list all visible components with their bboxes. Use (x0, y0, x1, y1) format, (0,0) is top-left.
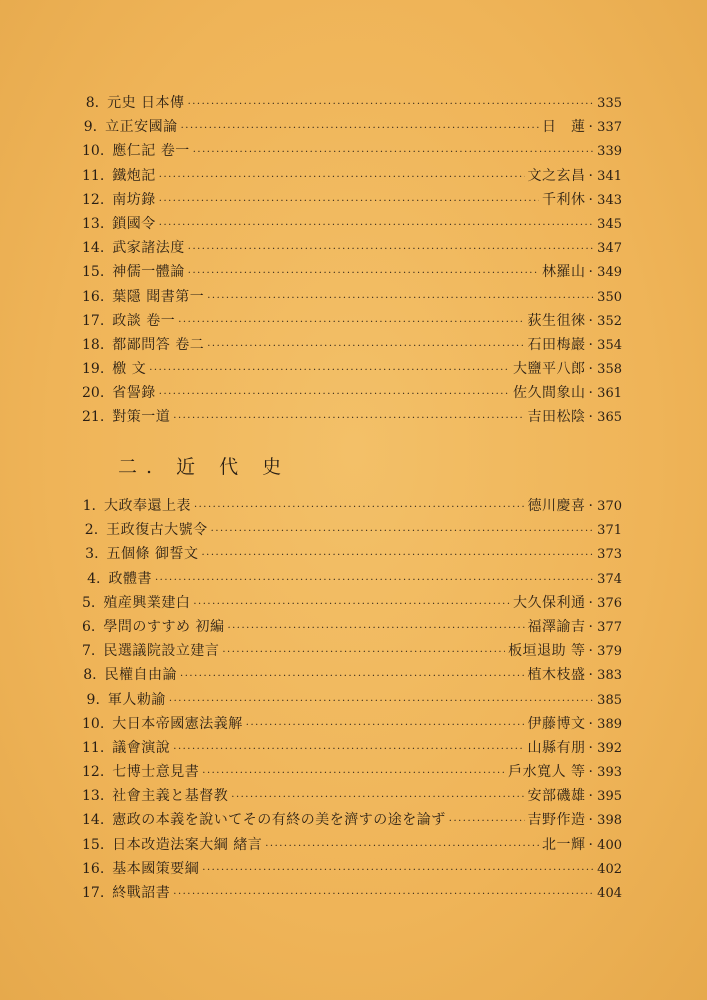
entry-page-number: 377 (597, 619, 622, 635)
entry-title: 省諐錄 (112, 385, 156, 402)
entry-title: 七博士意見書 (112, 764, 200, 781)
entry-title: 議會演說 (112, 739, 171, 756)
entry-title: 五個條 御誓文 (106, 546, 199, 563)
entry-number: 20. (82, 385, 105, 402)
entry-page-number: 393 (597, 765, 622, 781)
entry-number: 16. (82, 288, 105, 305)
entry-number: 14. (82, 812, 105, 829)
entry-number: 12. (82, 764, 105, 781)
entry-title: 鐵炮記 (112, 167, 156, 184)
entry-page-number: 373 (597, 547, 622, 563)
entry-page-number: 354 (597, 337, 622, 353)
toc-entry (82, 357, 622, 381)
toc-entry (82, 784, 622, 808)
dot-leader (207, 287, 593, 311)
entry-number: 6. (82, 618, 96, 635)
entry-title: 基本國策要綱 (112, 860, 200, 877)
dot-leader (207, 335, 524, 359)
entry-page-number: 374 (597, 571, 622, 587)
entry-author: 板垣退助 等 (508, 643, 586, 660)
toc-list-modern (82, 494, 622, 905)
entry-number: 13. (82, 215, 105, 232)
entry-author: 荻生徂徠 (527, 312, 586, 329)
entry-page-number: 337 (597, 120, 622, 136)
dot-leader (159, 383, 510, 407)
entry-author: 北一輝 (542, 836, 586, 853)
toc-entry (82, 91, 622, 115)
author-page-separator: · (588, 643, 593, 660)
toc-entry (82, 494, 622, 518)
entry-author: 伊藤博文 (527, 715, 586, 732)
dot-leader (202, 762, 505, 786)
entry-title: 應仁記 卷一 (112, 143, 190, 160)
author-page-separator: · (588, 739, 593, 756)
dot-leader (188, 238, 593, 262)
entry-number: 8. (85, 95, 100, 111)
entry-title: 神儒一體論 (112, 264, 185, 281)
entry-page-number: 347 (597, 241, 622, 257)
entry-title: 檄 文 (112, 361, 147, 378)
entry-author: 佐久間象山 (513, 385, 586, 402)
dot-leader (202, 859, 593, 883)
entry-page-number: 352 (597, 313, 622, 329)
section-heading-modern-history: 二. 近 代 史 (118, 456, 291, 478)
entry-number: 12. (82, 191, 105, 208)
entry-title: 對策一道 (112, 409, 171, 426)
entry-number: 16. (82, 860, 105, 877)
entry-number: 11. (82, 739, 105, 756)
entry-author: 日 蓮 (542, 119, 586, 136)
entry-title: 政體書 (108, 570, 152, 587)
entry-page-number: 371 (597, 523, 622, 539)
entry-author: 石田梅巖 (527, 336, 586, 353)
dot-leader (193, 141, 593, 165)
dot-leader (169, 690, 593, 714)
entry-title: 葉隱 聞書第一 (112, 288, 205, 305)
entry-title: 日本改造法案大綱 緖言 (112, 836, 263, 853)
entry-title: 憲政の本義を說いてその有終の美を濟すの途を論ず (112, 812, 446, 829)
entry-number: 2. (84, 522, 99, 539)
entry-page-number: 343 (597, 192, 622, 208)
dot-leader (265, 835, 539, 859)
entry-author: 文之玄昌 (527, 167, 586, 184)
entry-number: 15. (82, 836, 105, 853)
entry-title: 殖産興業建白 (103, 594, 191, 611)
dot-leader (159, 214, 593, 238)
entry-page-number: 379 (597, 644, 622, 660)
entry-title: 王政復古大號令 (106, 522, 208, 539)
dot-leader (449, 810, 525, 834)
entry-page-number: 358 (597, 362, 622, 378)
dot-leader (188, 93, 593, 117)
entry-number: 13. (82, 788, 105, 805)
toc-entry (82, 663, 622, 687)
entry-title: 學問のすすめ 初編 (103, 618, 225, 635)
entry-title: 社會主義と基督教 (112, 788, 229, 805)
entry-page-number: 392 (597, 740, 622, 756)
toc-entry (82, 639, 622, 663)
entry-author: 吉田松陰 (527, 409, 586, 426)
toc-entry (82, 542, 622, 566)
entry-number: 9. (86, 691, 100, 708)
entry-page-number: 365 (597, 410, 622, 426)
toc-entry (82, 712, 622, 736)
author-page-separator: · (588, 119, 593, 136)
entry-number: 14. (82, 240, 105, 257)
entry-number: 8. (83, 667, 97, 684)
author-page-separator: · (588, 498, 593, 514)
author-page-separator: · (588, 715, 593, 732)
entry-number: 1. (82, 498, 96, 514)
entry-number: 10. (82, 715, 105, 732)
dot-leader (222, 641, 505, 665)
toc-entry (82, 881, 622, 905)
author-page-separator: · (588, 264, 593, 281)
entry-page-number: 376 (597, 595, 622, 611)
toc-entry (82, 139, 622, 163)
entry-author: 戶水寬人 等 (508, 764, 586, 781)
author-page-separator: · (588, 618, 593, 635)
entry-author: 吉野作造 (527, 812, 586, 829)
dot-leader (159, 190, 539, 214)
entry-title: 立正安國論 (105, 119, 178, 136)
entry-page-number: 339 (597, 144, 622, 160)
entry-page-number: 398 (597, 813, 622, 829)
dot-leader (178, 311, 524, 335)
author-page-separator: · (588, 667, 593, 684)
entry-number: 19. (82, 361, 105, 378)
dot-leader (155, 569, 593, 593)
entry-author: 大久保利通 (513, 594, 586, 611)
toc-list-early-modern (82, 91, 622, 430)
author-page-separator: · (588, 191, 593, 208)
toc-entry (82, 212, 622, 236)
author-page-separator: · (588, 764, 593, 781)
toc-entry (82, 518, 622, 542)
toc-entry (82, 736, 622, 760)
dot-leader (181, 117, 539, 141)
entry-title: 政談 卷一 (112, 312, 176, 329)
entry-number: 9. (83, 119, 98, 136)
entry-number: 21. (82, 409, 105, 426)
entry-title: 終戰詔書 (112, 885, 171, 901)
toc-entry (82, 591, 622, 615)
author-page-separator: · (588, 788, 593, 805)
toc-entry (82, 115, 622, 139)
entry-author: 山縣有朋 (527, 739, 586, 756)
entry-number: 15. (82, 264, 105, 281)
toc-entry (82, 857, 622, 881)
dot-leader (231, 786, 524, 810)
entry-title: 大政奉還上表 (103, 498, 191, 514)
entry-page-number: 345 (597, 216, 622, 232)
entry-author: 安部磯雄 (527, 788, 586, 805)
entry-number: 7. (82, 643, 96, 660)
entry-page-number: 361 (597, 386, 622, 402)
entry-page-number: 404 (597, 886, 622, 901)
entry-author: 林羅山 (542, 264, 586, 281)
entry-title: 武家諸法度 (112, 240, 185, 257)
toc-entry (82, 833, 622, 857)
entry-page-number: 350 (597, 289, 622, 305)
dot-leader (193, 593, 510, 617)
author-page-separator: · (588, 594, 593, 611)
author-page-separator: · (588, 836, 593, 853)
toc-entry (82, 260, 622, 284)
author-page-separator: · (588, 361, 593, 378)
entry-number: 5. (82, 594, 96, 611)
entry-number: 4. (87, 570, 101, 587)
dot-leader (194, 496, 525, 520)
entry-author: 植木枝盛 (527, 667, 586, 684)
author-page-separator: · (588, 812, 593, 829)
entry-title: 元史 日本傳 (107, 95, 185, 111)
toc-entry (82, 309, 622, 333)
entry-number: 3. (85, 546, 99, 563)
entry-title: 都鄙問答 卷二 (112, 336, 205, 353)
entry-number: 17. (82, 885, 105, 901)
dot-leader (173, 883, 593, 907)
entry-page-number: 402 (597, 861, 622, 877)
author-page-separator: · (588, 385, 593, 402)
dot-leader (211, 520, 593, 544)
entry-author: 德川慶喜 (527, 498, 586, 514)
entry-number: 11. (82, 167, 105, 184)
entry-number: 17. (82, 312, 105, 329)
dot-leader (159, 166, 525, 190)
dot-leader (188, 262, 539, 286)
entry-author: 福澤諭吉 (527, 618, 586, 635)
toc-entry (82, 188, 622, 212)
toc-entry (82, 405, 622, 429)
dot-leader (173, 407, 524, 431)
toc-entry (82, 688, 622, 712)
entry-title: 軍人勅諭 (107, 691, 166, 708)
toc-entry (82, 808, 622, 832)
toc-entry (82, 760, 622, 784)
dot-leader (227, 617, 524, 641)
entry-author: 大鹽平八郎 (513, 361, 586, 378)
entry-page-number: 349 (597, 265, 622, 281)
entry-number: 10. (82, 143, 105, 160)
author-page-separator: · (588, 336, 593, 353)
author-page-separator: · (588, 312, 593, 329)
dot-leader (246, 714, 525, 738)
toc-entry (82, 615, 622, 639)
dot-leader (173, 738, 524, 762)
entry-page-number: 341 (597, 168, 622, 184)
entry-title: 南坊錄 (112, 191, 156, 208)
entry-page-number: 335 (597, 96, 622, 111)
entry-number: 18. (82, 336, 105, 353)
dot-leader (149, 359, 510, 383)
entry-title: 大日本帝國憲法義解 (112, 715, 243, 732)
author-page-separator: · (588, 167, 593, 184)
entry-page-number: 395 (597, 789, 622, 805)
entry-title: 鎖國令 (112, 215, 156, 232)
entry-page-number: 385 (597, 692, 622, 708)
entry-page-number: 370 (597, 499, 622, 514)
entry-page-number: 400 (597, 837, 622, 853)
dot-leader (180, 665, 525, 689)
toc-entry (82, 285, 622, 309)
entry-title: 民選議院設立建言 (103, 643, 220, 660)
entry-page-number: 389 (597, 716, 622, 732)
entry-page-number: 383 (597, 668, 622, 684)
dot-leader (201, 544, 593, 568)
toc-entry (82, 567, 622, 591)
entry-title: 民權自由論 (104, 667, 178, 684)
toc-entry (82, 236, 622, 260)
entry-author: 千利休 (542, 191, 586, 208)
toc-entry (82, 381, 622, 405)
toc-entry (82, 164, 622, 188)
author-page-separator: · (588, 409, 593, 426)
toc-entry (82, 333, 622, 357)
